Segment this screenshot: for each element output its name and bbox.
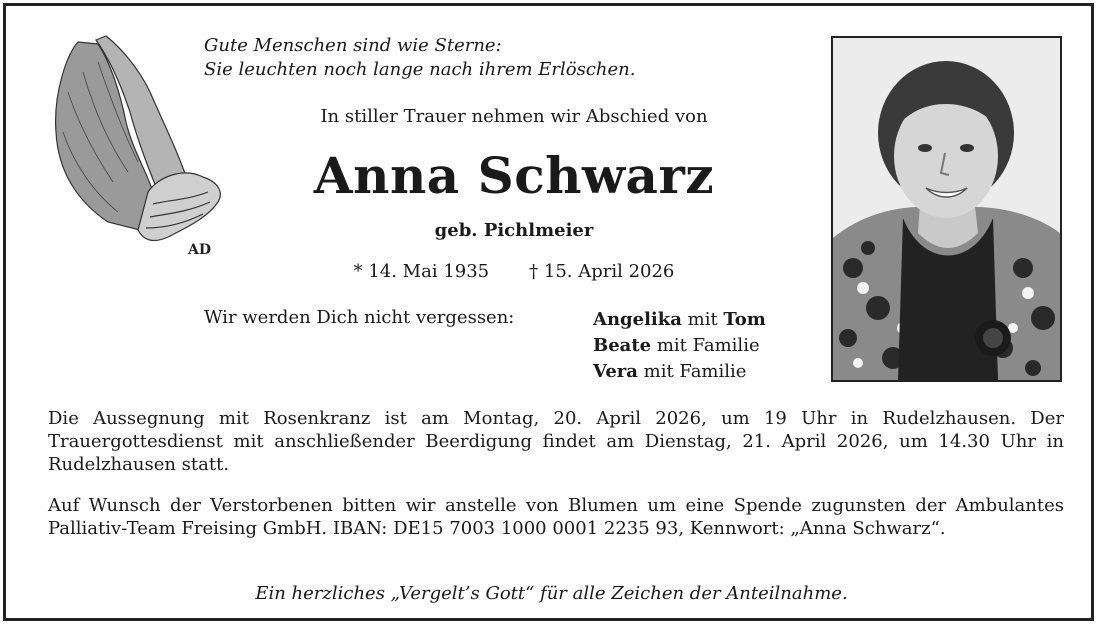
family-row: Beate mit Familie [593,335,760,356]
closing-thanks: Ein herzliches „Vergelt’s Gott“ für alle Zeichen der Anteilnahme. [255,583,848,604]
service-details: Die Aussegnung mit Rosenkranz ist am Montag, 20. April 2026, um 19 Uhr in Rudelzhausen. Der Trauergottesdienst mit anschließender Beerdigung findet am Dienstag, 21. April 2026, um 14.30 Uhr in Rudelzhausen statt. [48,408,1064,475]
maiden-name: geb. Pichlmeier [434,220,594,241]
intro-text: In stiller Trauer nehmen wir Abschied von [320,106,708,127]
praying-hands-icon [38,32,228,262]
quote-line-1: Gute Menschen sind wie Sterne: [204,35,502,56]
family-list [593,307,766,385]
life-dates [204,261,824,282]
farewell-text: Wir werden Dich nicht vergessen: [204,307,515,328]
portrait-photo [831,36,1062,382]
deceased-name: Anna Schwarz [313,146,715,205]
svg-text:AD: AD [188,242,212,258]
donation-request: Auf Wunsch der Verstorbenen bitten wir anstelle von Blumen um eine Spende zugunsten der Ambulantes Palliativ-Team Freising GmbH. IBAN: DE15 7003 1000 0001 2235 93, Kennwort: „Anna Schwarz“. [48,495,1064,539]
quote [204,34,635,82]
death-date: † 15. April 2026 [529,261,675,282]
birth-date: * 14. Mai 1935 [353,261,490,282]
obituary-card [3,3,1094,621]
family-row: Angelika mit Tom [593,309,766,330]
quote-line-2: Sie leuchten noch lange nach ihrem Erlöschen. [204,59,636,80]
family-row: Vera mit Familie [593,361,747,382]
